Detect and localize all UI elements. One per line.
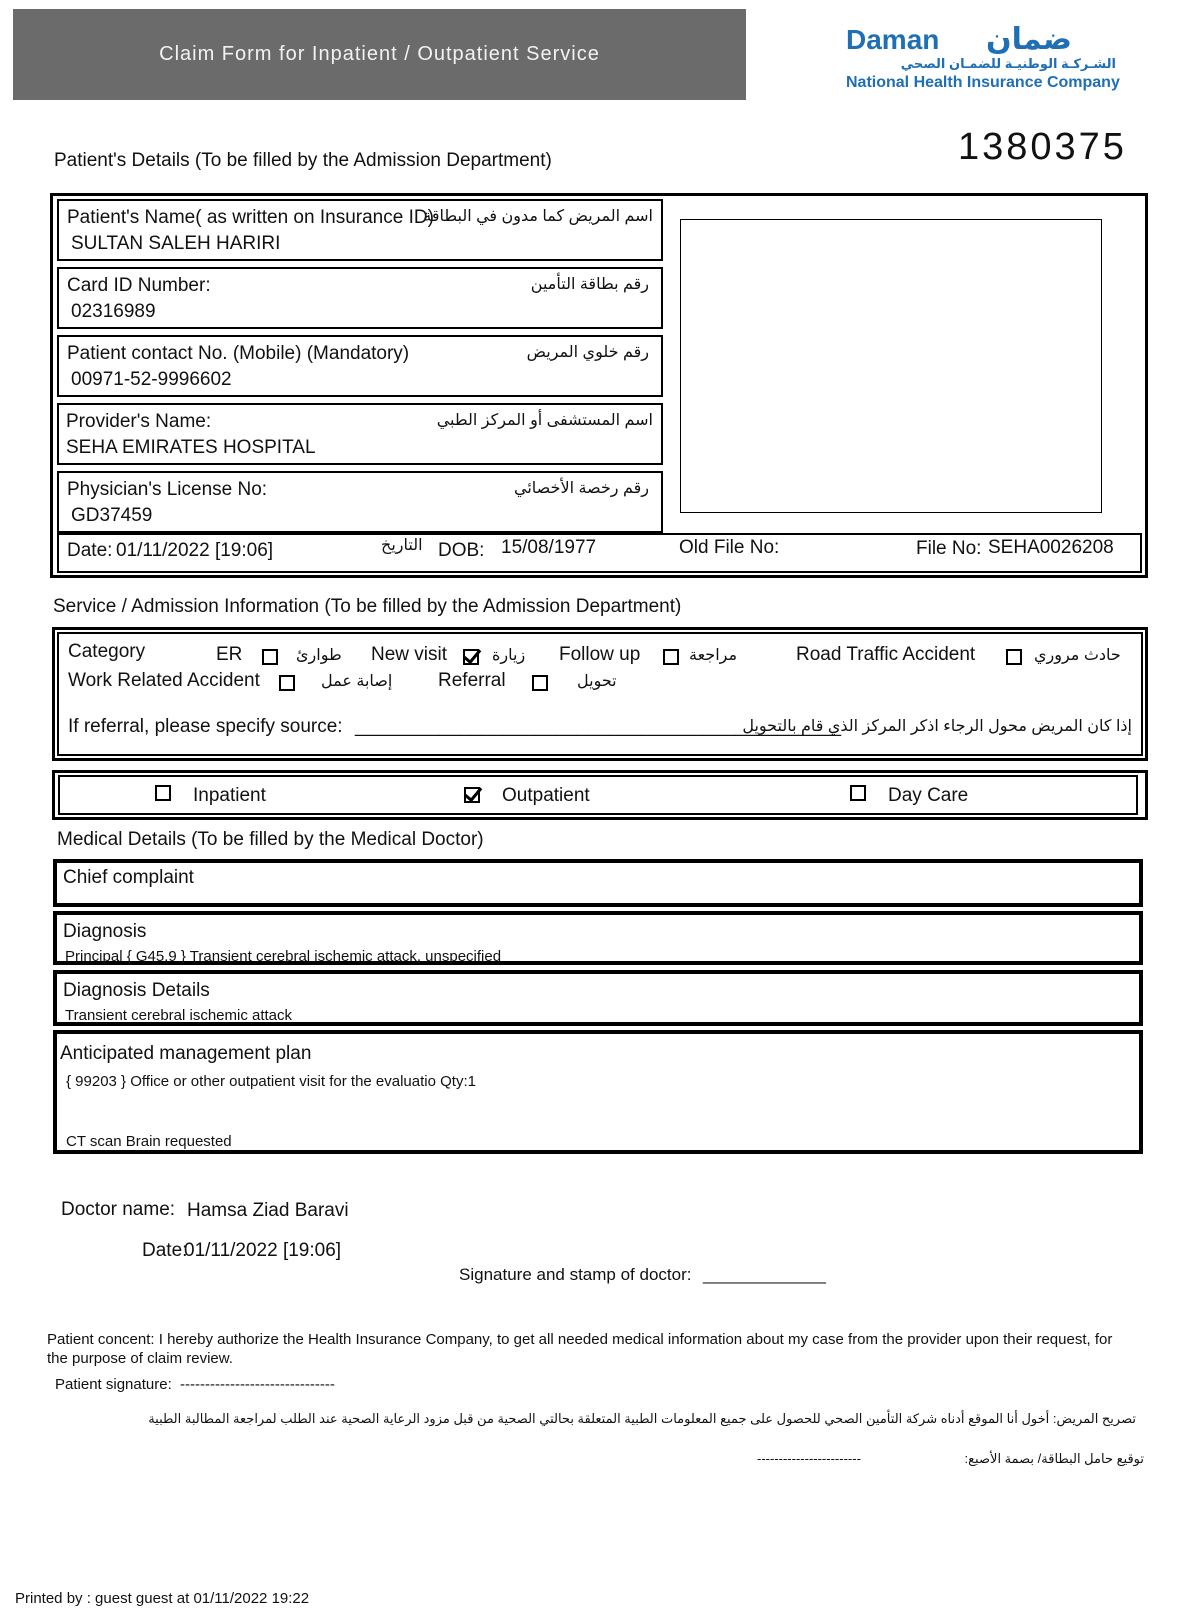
- patient-signature-label: Patient signature:: [55, 1376, 172, 1393]
- road-traffic-label: Road Traffic Accident: [796, 644, 976, 665]
- inpatient-checkbox[interactable]: [155, 785, 171, 801]
- card-id-value: 02316989: [71, 301, 156, 322]
- license-value: GD37459: [71, 505, 153, 526]
- work-accident-label: Work Related Accident: [68, 670, 260, 691]
- doctor-name-label: Doctor name:: [61, 1199, 176, 1220]
- printed-by: Printed by : guest guest at 01/11/2022 19:22: [15, 1590, 310, 1607]
- patient-signature-line-ar[interactable]: ------------------------: [757, 1451, 861, 1466]
- referral-source-label-ar: إذا كان المريض محول الرجاء اذكر المركز الذي قام بالتحويل: [742, 718, 1132, 735]
- outpatient-label: Outpatient: [502, 785, 590, 806]
- management-plan-box: [53, 1030, 1143, 1154]
- consent-text: Patient concent: I hereby authorize the Health Insurance Company, to get all needed medical information about my case from the provider upon their request, for the purpose of claim review.: [47, 1331, 1113, 1367]
- license-field: [57, 471, 663, 533]
- er-checkbox[interactable]: [262, 649, 278, 665]
- referral-label: Referral: [438, 670, 506, 691]
- management-plan-line1: { 99203 } Office or other outpatient visit for the evaluatio Qty:1: [66, 1073, 476, 1090]
- patient-name-label-ar: اسم المريض كما مدون في البطاقة: [423, 208, 653, 225]
- form-title: Claim Form for Inpatient / Outpatient Service: [13, 9, 746, 100]
- provider-field: [57, 403, 663, 465]
- claim-number: 1380375: [958, 126, 1127, 168]
- license-label-ar: رقم رخصة الأخصائي: [514, 480, 649, 497]
- follow-up-label: Follow up: [559, 644, 641, 665]
- date-row: [57, 533, 1142, 573]
- contact-label: Patient contact No. (Mobile) (Mandatory): [67, 343, 410, 364]
- provider-value: SEHA EMIRATES HOSPITAL: [66, 437, 316, 458]
- card-id-label: Card ID Number:: [67, 275, 211, 296]
- logo-subtitle: National Health Insurance Company: [846, 74, 1120, 91]
- category-label: Category: [68, 641, 146, 662]
- referral-checkbox[interactable]: [532, 675, 548, 691]
- follow-up-checkbox[interactable]: [663, 649, 679, 665]
- day-care-checkbox[interactable]: [850, 785, 866, 801]
- diagnosis-details-box: [53, 970, 1143, 1026]
- inpatient-label: Inpatient: [193, 785, 266, 806]
- er-label-ar: طوارئ: [296, 647, 342, 664]
- patient-section-title: Patient's Details (To be filled by the Admission Department): [54, 150, 552, 171]
- provider-label: Provider's Name:: [66, 411, 212, 432]
- provider-label-ar: اسم المستشفى أو المركز الطبي: [436, 412, 653, 429]
- license-label: Physician's License No:: [67, 479, 268, 500]
- follow-up-label-ar: مراجعة: [689, 647, 738, 664]
- date-label-ar: التاريخ: [381, 537, 423, 554]
- doctor-name-value: Hamsa Ziad Baravi: [187, 1200, 349, 1221]
- diagnosis-details-value: Transient cerebral ischemic attack: [65, 1007, 293, 1024]
- referral-label-ar: تحويل: [577, 673, 617, 690]
- referral-source-label: If referral, please specify source:: [68, 716, 343, 737]
- new-visit-label-ar: زيارة: [492, 647, 526, 664]
- service-inner-box: [57, 632, 1143, 756]
- referral-source-line[interactable]: ______________________________________________: [355, 716, 842, 737]
- diagnosis-value: Principal { G45.9 } Transient cerebral ischemic attack, unspecified: [65, 948, 502, 965]
- outpatient-checkbox[interactable]: [464, 787, 480, 803]
- day-care-label: Day Care: [888, 785, 969, 806]
- date-value: 01/11/2022 [19:06]: [116, 540, 274, 561]
- consent-text-ar: تصريح المريض: أخول أنا الموقع أدناه شركة التأمين الصحي للحصول على جميع المعلومات الطبية المتعلقة بحالتي الصحية من قبل مزود الرعاية الصحية عند الطلب لمراجعة المطالبة الطبية: [148, 1411, 1136, 1426]
- logo-subtitle-ar: الشـركـة الوطنيـة للضمـان الصحي: [900, 56, 1116, 71]
- patient-signature-line[interactable]: -------------------------------: [180, 1376, 335, 1393]
- service-section-title: Service / Admission Information (To be filled by the Admission Department): [53, 596, 682, 617]
- patient-name-label: Patient's Name( as written on Insurance ID): [67, 207, 434, 228]
- chief-complaint-box: [53, 859, 1143, 907]
- file-label: File No:: [916, 538, 982, 559]
- er-label: ER: [216, 644, 243, 665]
- care-type-inner: [58, 775, 1138, 815]
- card-id-label-ar: رقم بطاقة التأمين: [530, 276, 649, 293]
- doctor-date-label: Date:: [142, 1240, 188, 1261]
- patient-name-value: SULTAN SALEH HARIRI: [71, 233, 281, 254]
- photo-box: [680, 219, 1102, 513]
- work-accident-checkbox[interactable]: [279, 675, 295, 691]
- diagnosis-details-label: Diagnosis Details: [63, 980, 210, 1001]
- new-visit-label: New visit: [371, 644, 448, 665]
- dob-value: 15/08/1977: [501, 537, 597, 558]
- chief-complaint-label: Chief complaint: [63, 867, 194, 888]
- logo-text-ar: ضمان: [986, 23, 1072, 56]
- road-traffic-checkbox[interactable]: [1006, 649, 1022, 665]
- contact-label-ar: رقم خلوي المريض: [526, 344, 649, 361]
- daman-logo: [846, 14, 1136, 99]
- card-id-field: [57, 267, 663, 329]
- doctor-date-value: 01/11/2022 [19:06]: [184, 1240, 342, 1261]
- diagnosis-box: [53, 911, 1143, 965]
- diagnosis-label: Diagnosis: [63, 921, 147, 942]
- doctor-signature-label: Signature and stamp of doctor:: [459, 1265, 692, 1284]
- management-plan-label: Anticipated management plan: [60, 1043, 312, 1064]
- doctor-signature-line[interactable]: _____________: [703, 1265, 826, 1284]
- management-plan-line2: CT scan Brain requested: [66, 1133, 232, 1150]
- file-value: SEHA0026208: [988, 537, 1114, 558]
- contact-value: 00971-52-9996602: [71, 369, 232, 390]
- patient-signature-label-ar: توقيع حامل البطاقة/ بصمة الأصبع:: [964, 1451, 1144, 1466]
- old-file-label: Old File No:: [679, 537, 780, 558]
- logo-text-en: Daman: [846, 24, 940, 55]
- dob-label: DOB:: [438, 540, 485, 561]
- medical-section-title: Medical Details (To be filled by the Medical Doctor): [57, 829, 484, 850]
- new-visit-checkbox[interactable]: [463, 649, 479, 665]
- contact-field: [57, 335, 663, 397]
- patient-name-field: [57, 199, 663, 261]
- road-traffic-label-ar: حادث مروري: [1034, 647, 1121, 664]
- work-accident-label-ar: إصابة عمل: [321, 673, 393, 690]
- date-label: Date:: [67, 540, 113, 561]
